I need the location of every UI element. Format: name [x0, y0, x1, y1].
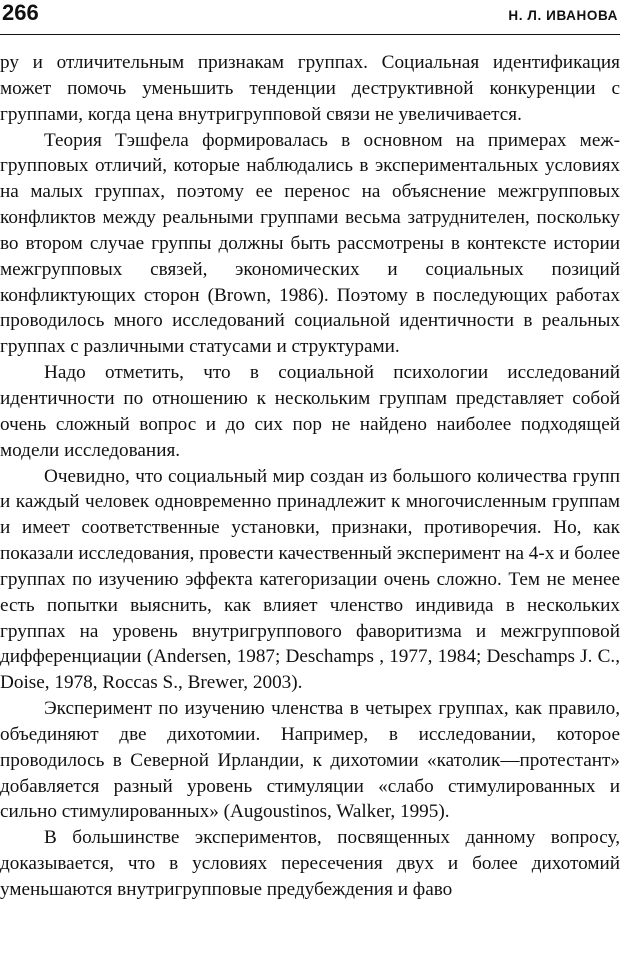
page-header — [0, 0, 620, 35]
paragraph: Теория Тэшфела формировалась в основном на примерах межгрупповых отличий, которые наблюдались в экспериментальных условиях на малых группах, поэтому ее перенос на объяснение межгрупповых конфликтов между реальными группами весьма затруднителен, поскольку во втором случае группы должны быть рассмотрены в контексте истории межгрупповых связей, экономических и социальных позиций конфликтующих сторон (Brown, 1986). Поэтому в последующих работах проводилось много исследований социальной идентичности в реальных группах с различными статусами и структурами. — [0, 129, 620, 358]
paragraph: Очевидно, что социальный мир создан из большого количества групп и каждый человек одновременно принадлежит к многочисленным группам и имеет соответственные установки, признаки, противоречия. Но, как показали исследования, провести качественный эксперимент на 4-х и более группах по изучению эффекта категоризации очень сложно. Тем не менее есть попытки выяснить, как влияет членство индивида в нескольких группах на уровень внутригруппового фаворитизма и межгрупповой дифференциации (Andersen, 1987; Deschamps , 1977, 1984; Deschamps J. C., Doise, 1978, Roccas S., Brewer, 2003). — [0, 465, 620, 694]
page-number: 266 — [2, 0, 39, 25]
body-text — [0, 50, 620, 903]
paragraph: В большинстве экспериментов, посвященных данному вопросу, доказывается, что в условиях пересечения двух и более дихотомий уменьшаются внутригрупповые предубеждения и фаво — [0, 827, 620, 900]
running-head-author: Н. Л. ИВАНОВА — [508, 8, 618, 23]
paragraph-continuation: ру и отличительным признакам группах. Социальная идентификация может помочь уменьшить тенденции деструктивной конкуренции с группами, когда цена внутригрупповой связи не увеличивается. — [0, 52, 620, 125]
paragraph: Эксперимент по изучению членства в четырех группах, как правило, объединяют две дихотомии. Например, в исследовании, которое проводилось в Северной Ирландии, к дихотомии «католик—протестант» добавляется разный уровень стимуляции «слабо стимулированных и сильно стимулированных» (Augoustinos, Walker, 1995). — [0, 698, 620, 823]
paragraph: Надо отметить, что в социальной психологии исследований идентичности по отношению к нескольким группам представляет собой очень сложный вопрос и до сих пор не найдено наиболее подходящей модели исследования. — [0, 362, 620, 461]
